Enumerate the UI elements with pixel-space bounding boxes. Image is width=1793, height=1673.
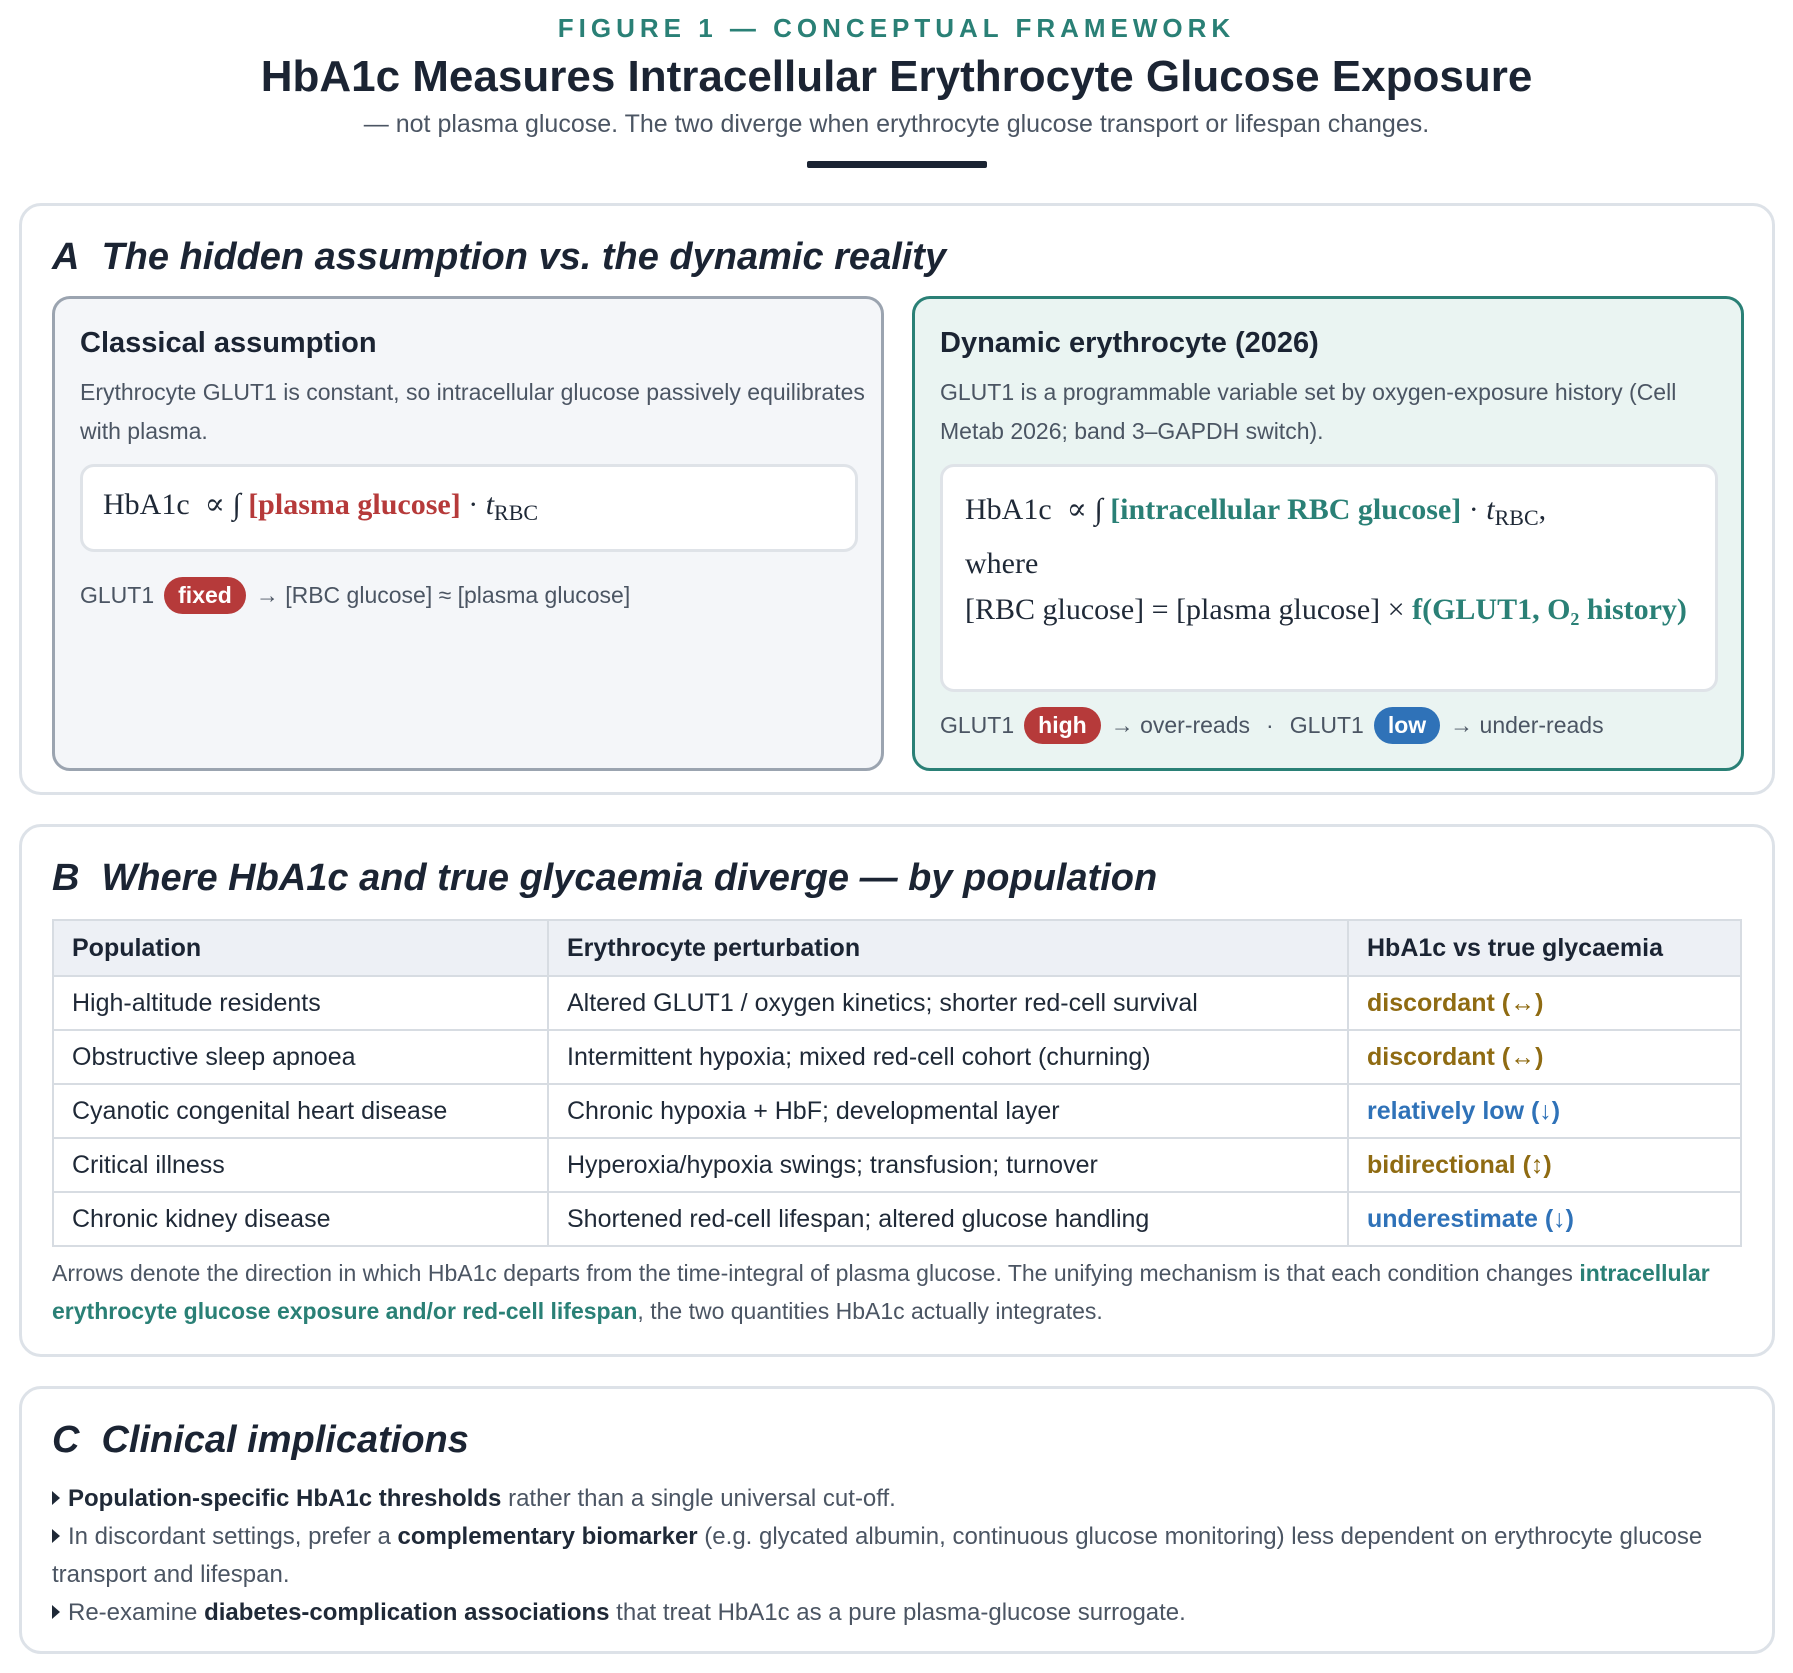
perturbation-cell: Shortened red-cell lifespan; altered glucose handling: [548, 1192, 1348, 1246]
formula-operator: ∝ ∫: [204, 488, 241, 521]
footnote-text: Arrows denote the direction in which HbA1c departs from the time-integral of plasma glucose. The unifying mechanism is that each condition changes: [52, 1260, 1580, 1286]
bullet-bold: Population-specific HbA1c thresholds: [68, 1485, 502, 1512]
implications-list: [52, 1480, 1762, 1632]
panel-b: [19, 824, 1775, 1357]
dynamic-description: GLUT1 is a programmable variable set by oxygen-exposure history (Cell Metab 2026; band 3–GAPDH switch).: [940, 379, 1677, 444]
bullet-bold: complementary biomarker: [397, 1523, 698, 1550]
dynamic-heading: Dynamic erythrocyte (2026): [940, 327, 1319, 359]
column-header-population: Population: [53, 920, 548, 976]
population-cell: Critical illness: [53, 1138, 548, 1192]
perturbation-cell: Altered GLUT1 / oxygen kinetics; shorter red-cell survival: [548, 976, 1348, 1030]
state-suffix: → [RBC glucose] ≈ [plasma glucose]: [255, 582, 631, 608]
formula-dot: ·: [1468, 493, 1479, 526]
population-cell: Chronic kidney disease: [53, 1192, 548, 1246]
high-pill: high: [1024, 707, 1101, 744]
perturbation-cell: Hyperoxia/hypoxia swings; transfusion; turnover: [548, 1138, 1348, 1192]
under-reads-text: → under-reads: [1450, 712, 1604, 738]
perturbation-cell: Chronic hypoxia + HbF; developmental layer: [548, 1084, 1348, 1138]
figure-header: [0, 0, 1793, 168]
bullet-bold: diabetes-complication associations: [204, 1599, 610, 1626]
state-separator: ·: [1266, 712, 1274, 738]
dynamic-erythrocyte-card: [912, 296, 1744, 771]
table-row: [53, 1192, 1741, 1246]
state-prefix-high: GLUT1: [940, 712, 1015, 738]
panel-a-title: [52, 236, 946, 279]
panel-c-title-text: Clinical implications: [101, 1419, 469, 1461]
classical-assumption-card: [52, 296, 884, 771]
state-prefix-low: GLUT1: [1289, 712, 1364, 738]
list-item: [52, 1594, 1762, 1632]
panel-b-title-text: Where HbA1c and true glycaemia diverge — by population: [101, 857, 1158, 899]
low-pill: low: [1374, 707, 1440, 744]
bullet-post: that treat HbA1c as a pure plasma-glucose surrogate.: [609, 1599, 1186, 1626]
formula-t: t: [485, 488, 495, 521]
bullet-pre: In discordant settings, prefer a: [68, 1523, 398, 1550]
panel-c: [19, 1386, 1775, 1654]
triangle-bullet-icon: [52, 1529, 60, 1543]
dynamic-formula: [940, 464, 1718, 692]
table-footnote: [52, 1254, 1752, 1330]
formula-plasma-term: [plasma glucose]: [248, 488, 461, 521]
dynamic-state-line: [940, 707, 1604, 744]
classical-state-line: [80, 577, 630, 614]
formula-lhs: HbA1c: [965, 493, 1052, 526]
formula-dot: ·: [468, 488, 479, 521]
formula-intracellular-term: [intracellular RBC glucose]: [1110, 493, 1462, 526]
direction-cell: relatively low (↓): [1348, 1084, 1741, 1138]
formula-line-3: [965, 587, 1693, 633]
formula-where: where: [965, 547, 1039, 580]
bullet-post: rather than a single universal cut-off.: [501, 1485, 896, 1512]
table-row: [53, 1138, 1741, 1192]
bullet-post: (e.g. glycated albumin, continuous glucose monitoring) less dependent on erythrocyte glucose transport and lifespan.: [52, 1523, 1703, 1588]
formula-t: t: [1486, 493, 1495, 526]
classical-formula: [80, 464, 858, 552]
list-item: [52, 1518, 1762, 1594]
table-row: [53, 1084, 1741, 1138]
over-reads-text: → over-reads: [1110, 712, 1251, 738]
formula-rbc-equation: [RBC glucose] = [plasma glucose] ×: [965, 593, 1405, 626]
figure-title: HbA1c Measures Intracellular Erythrocyte Glucose Exposure: [260, 52, 1533, 101]
figure-subtitle: — not plasma glucose. The two diverge when erythrocyte glucose transport or lifespan changes.: [363, 110, 1430, 138]
panel-c-title: [52, 1419, 469, 1462]
direction-cell: underestimate (↓): [1348, 1192, 1741, 1246]
panel-c-letter: C: [52, 1419, 80, 1461]
state-prefix: GLUT1: [80, 582, 155, 608]
formula-operator: ∝ ∫: [1066, 493, 1103, 526]
direction-cell: bidirectional (↕): [1348, 1138, 1741, 1192]
table-row: [53, 1030, 1741, 1084]
direction-cell: discordant (↔): [1348, 976, 1741, 1030]
table-row: [53, 976, 1741, 1030]
formula-line-1: [965, 487, 1693, 541]
fixed-pill: fixed: [164, 577, 246, 614]
column-header-direction: HbA1c vs true glycaemia: [1348, 920, 1741, 976]
formula-subscript: RBC: [1494, 505, 1539, 530]
triangle-bullet-icon: [52, 1605, 60, 1619]
footnote-highlight: intracellular erythrocyte glucose exposure and/or red-cell lifespan: [52, 1260, 1710, 1324]
footnote-end: , the two quantities HbA1c actually integrates.: [637, 1298, 1103, 1324]
classical-description: Erythrocyte GLUT1 is constant, so intracellular glucose passively equilibrates with plasma.: [80, 379, 865, 444]
panel-a: [19, 203, 1775, 795]
formula-lhs: HbA1c: [103, 488, 190, 521]
header-divider: [807, 161, 987, 168]
table-header-row: [53, 920, 1741, 976]
list-item: [52, 1480, 1762, 1518]
perturbation-cell: Intermittent hypoxia; mixed red-cell cohort (churning): [548, 1030, 1348, 1084]
formula-subscript: RBC: [494, 500, 539, 525]
population-table: [52, 919, 1742, 1247]
formula-function: f(GLUT1, O₂ history): [1412, 593, 1687, 626]
column-header-perturbation: Erythrocyte perturbation: [548, 920, 1348, 976]
classical-heading: Classical assumption: [80, 327, 377, 359]
population-cell: High-altitude residents: [53, 976, 548, 1030]
population-cell: Cyanotic congenital heart disease: [53, 1084, 548, 1138]
direction-cell: discordant (↔): [1348, 1030, 1741, 1084]
bullet-pre: Re-examine: [68, 1599, 205, 1626]
panel-b-letter: B: [52, 857, 80, 899]
population-cell: Obstructive sleep apnoea: [53, 1030, 548, 1084]
panel-a-letter: A: [52, 236, 80, 278]
figure-kicker: FIGURE 1 — CONCEPTUAL FRAMEWORK: [557, 13, 1236, 43]
panel-b-title: [52, 857, 1157, 900]
formula-comma: ,: [1538, 493, 1547, 526]
panel-a-title-text: The hidden assumption vs. the dynamic reality: [101, 236, 947, 278]
triangle-bullet-icon: [52, 1491, 60, 1505]
